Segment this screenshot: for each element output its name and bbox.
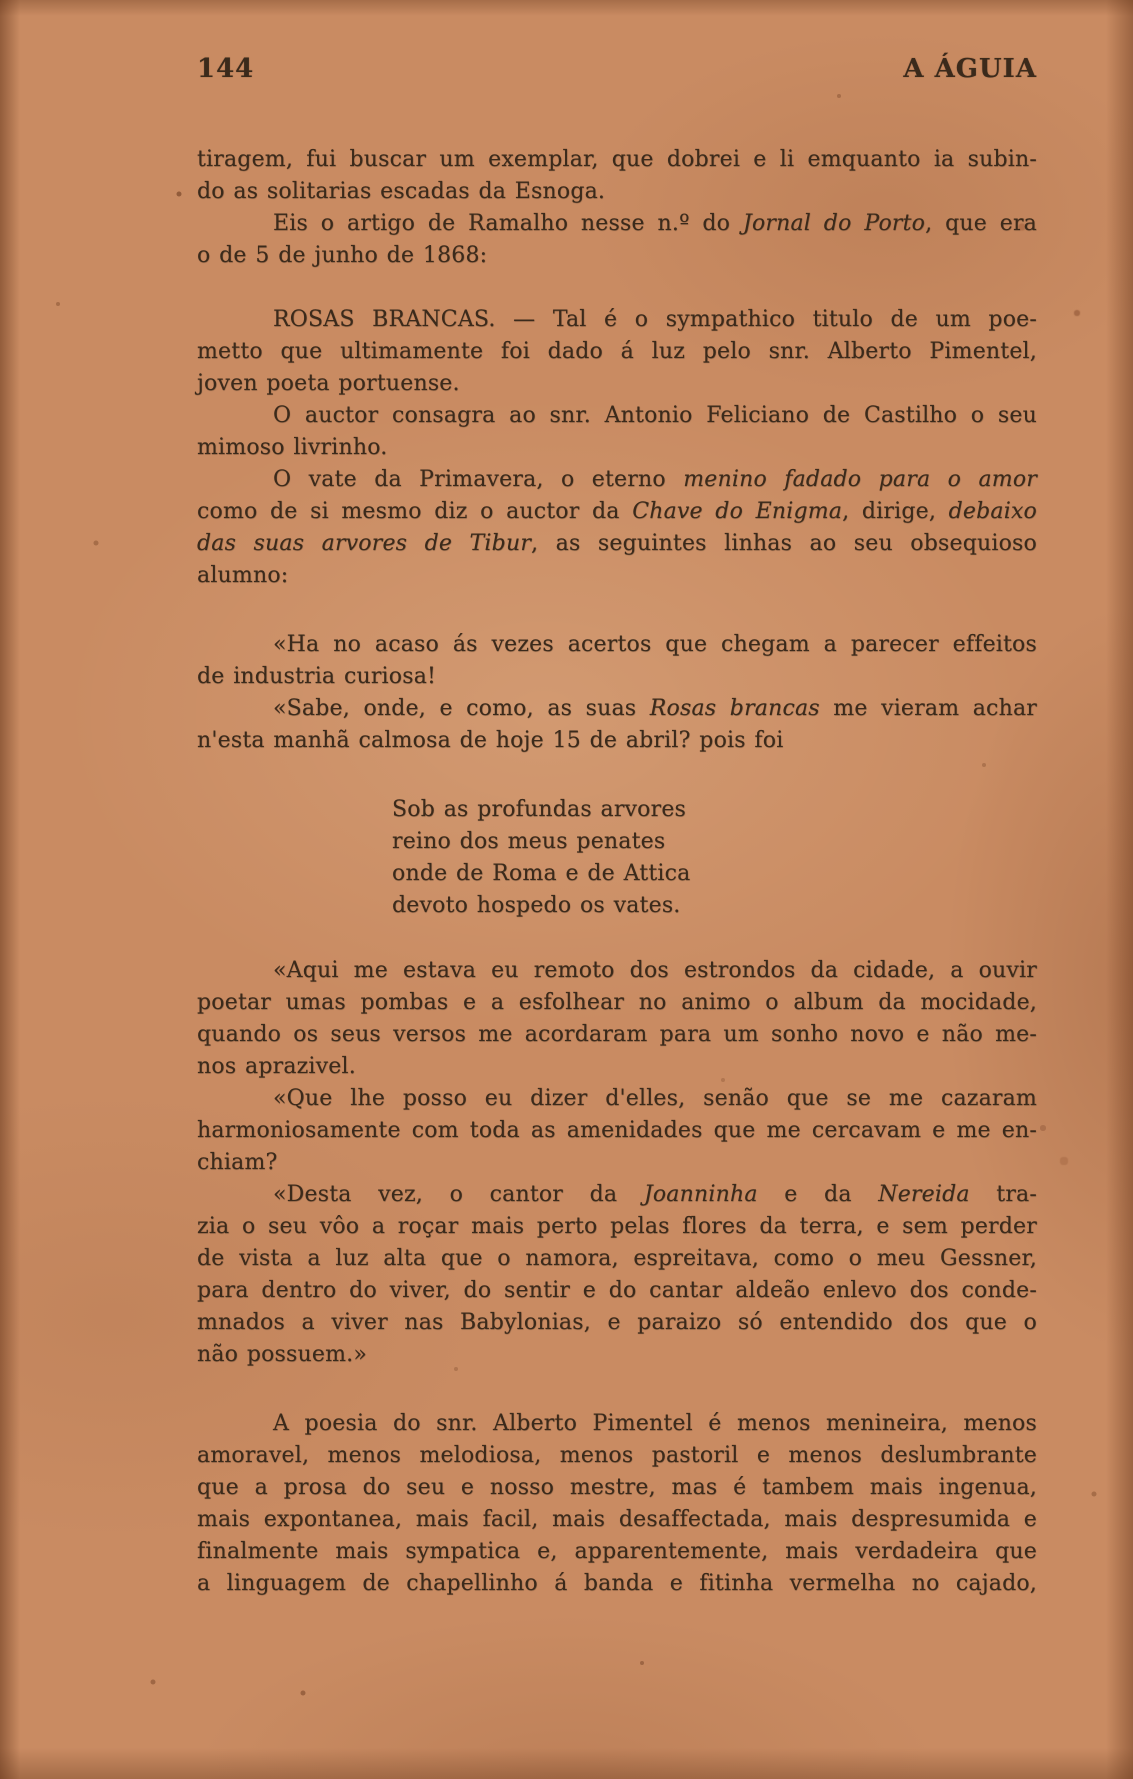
plain-text: , as seguintes linhas ao seu obsequioso — [531, 531, 1037, 556]
plain-text: O vate da Primavera, o eterno — [273, 467, 684, 492]
plain-text: devoto hospedo os vates. — [392, 893, 681, 918]
text-line — [197, 1408, 1037, 1440]
italic-text: Joanninha — [643, 1182, 758, 1207]
verse-line — [392, 826, 1037, 858]
plain-text: tra- — [969, 1182, 1038, 1207]
italic-text: Nereida — [878, 1182, 970, 1207]
plain-text: A poesia do snr. Alberto Pimentel é menos menineira, menos — [273, 1411, 1037, 1436]
italic-text: das suas arvores de Tibur — [197, 531, 532, 556]
plain-text: não possuem.» — [197, 1342, 368, 1367]
plain-text: harmoniosamente com toda as amenidades que me cercavam e me en- — [197, 1118, 1037, 1143]
italic-text: Rosas brancas — [649, 696, 820, 721]
plain-text: de industria curiosa! — [197, 664, 437, 689]
plain-text: tiragem, fui buscar um exemplar, que dobrei e li emquanto ia subin- — [197, 147, 1037, 172]
plain-text: quando os seus versos me acordaram para um sonho novo e não me- — [197, 1022, 1037, 1047]
text-line — [197, 1568, 1037, 1600]
text-line — [197, 1019, 1037, 1051]
text-line — [197, 176, 1037, 208]
paragraph — [197, 693, 1037, 757]
text-line — [197, 240, 1037, 272]
plain-text: «Aqui me estava eu remoto dos estrondos da cidade, a ouvir — [273, 958, 1037, 983]
text-line — [197, 464, 1037, 496]
text-line — [197, 1504, 1037, 1536]
plain-text: O auctor consagra ao snr. Antonio Feliciano de Castilho o seu — [273, 403, 1037, 428]
verse-stanza — [392, 794, 1037, 922]
italic-text: debaixo — [948, 499, 1037, 524]
plain-text: «Ha no acaso ás vezes acertos que chegam a parecer effeitos — [273, 632, 1037, 657]
plain-text: reino dos meus penates — [392, 829, 666, 854]
text-line — [197, 560, 1037, 592]
text-line — [197, 955, 1037, 987]
plain-text: «Sabe, onde, e como, as suas — [273, 696, 650, 721]
text-line — [197, 1051, 1037, 1083]
paragraph — [197, 304, 1037, 400]
plain-text: que a prosa do seu e nosso mestre, mas é tambem mais ingenua, — [197, 1475, 1037, 1500]
italic-text: menino fadado para o amor — [683, 467, 1038, 492]
text-line — [197, 661, 1037, 693]
text-line — [197, 1472, 1037, 1504]
text-line — [197, 693, 1037, 725]
plain-text: ROSAS BRANCAS. — Tal é o sympathico titulo de um poe- — [273, 307, 1037, 332]
text-line — [197, 1243, 1037, 1275]
paragraph — [197, 400, 1037, 464]
paragraph — [197, 1083, 1037, 1179]
paragraph — [197, 955, 1037, 1083]
text-line — [197, 1339, 1037, 1371]
paragraph — [197, 1408, 1037, 1600]
plain-text: metto que ultimamente foi dado á luz pelo snr. Alberto Pimentel, — [197, 339, 1037, 364]
plain-text: amoravel, menos melodiosa, menos pastoril e menos deslumbrante — [197, 1443, 1037, 1468]
verse-line — [392, 890, 1037, 922]
text-line — [197, 304, 1037, 336]
plain-text: o de 5 de junho de 1868: — [197, 243, 488, 268]
text-line — [197, 1307, 1037, 1339]
text-line — [197, 725, 1037, 757]
text-line — [197, 208, 1037, 240]
text-line — [197, 987, 1037, 1019]
paragraph — [197, 208, 1037, 272]
plain-text: mais expontanea, mais facil, mais desaffectada, mais despresumida e — [197, 1507, 1037, 1532]
article-body — [197, 144, 1037, 1600]
italic-text: Jornal do Porto — [742, 211, 926, 236]
text-line — [197, 432, 1037, 464]
page-number: 144 — [197, 54, 255, 84]
verse-line — [392, 858, 1037, 890]
text-line — [197, 1275, 1037, 1307]
text-line — [197, 496, 1037, 528]
paragraph — [197, 1179, 1037, 1371]
plain-text: Sob as profundas arvores — [392, 797, 687, 822]
text-line — [197, 1536, 1037, 1568]
text-line — [197, 144, 1037, 176]
plain-text: a linguagem de chapellinho á banda e fitinha vermelha no cajado, — [197, 1571, 1037, 1596]
paragraph — [197, 629, 1037, 693]
plain-text: de vista a luz alta que o namora, espreitava, como o meu Gessner, — [197, 1246, 1037, 1271]
plain-text: alumno: — [197, 563, 289, 588]
plain-text: como de si mesmo diz o auctor da — [197, 499, 633, 524]
text-line — [197, 1440, 1037, 1472]
text-line — [197, 336, 1037, 368]
plain-text: joven poeta portuense. — [197, 371, 460, 396]
text-line — [197, 629, 1037, 661]
italic-text: Chave do Enigma — [632, 499, 843, 524]
text-line — [197, 1179, 1037, 1211]
plain-text: onde de Roma e de Attica — [392, 861, 691, 886]
paper-specks — [0, 0, 2, 2]
plain-text: para dentro do viver, do sentir e do cantar aldeão enlevo dos conde- — [197, 1278, 1037, 1303]
page-header — [197, 54, 1037, 84]
journal-title: A ÁGUIA — [903, 54, 1037, 84]
plain-text: mnados a viver nas Babylonias, e paraizo só entendido dos que o — [197, 1310, 1037, 1335]
verse-line — [392, 794, 1037, 826]
text-line — [197, 528, 1037, 560]
plain-text: e da — [757, 1182, 879, 1207]
text-line — [197, 1211, 1037, 1243]
text-line — [197, 368, 1037, 400]
paragraph — [197, 464, 1037, 592]
plain-text: n'esta manhã calmosa de hoje 15 de abril? pois foi — [197, 728, 784, 753]
paragraph — [197, 144, 1037, 208]
plain-text: do as solitarias escadas da Esnoga. — [197, 179, 606, 204]
plain-text: , que era — [925, 211, 1037, 236]
text-line — [197, 400, 1037, 432]
plain-text: , dirige, — [842, 499, 949, 524]
plain-text: zia o seu vôo a roçar mais perto pelas flores da terra, e sem perder — [197, 1214, 1037, 1239]
plain-text: chiam? — [197, 1150, 278, 1175]
plain-text: poetar umas pombas e a esfolhear no animo o album da mocidade, — [197, 990, 1037, 1015]
text-line — [197, 1115, 1037, 1147]
plain-text: Eis o artigo de Ramalho nesse n.º do — [273, 211, 743, 236]
text-line — [197, 1147, 1037, 1179]
plain-text: «Desta vez, o cantor da — [273, 1182, 644, 1207]
plain-text: mimoso livrinho. — [197, 435, 388, 460]
plain-text: «Que lhe posso eu dizer d'elles, senão que se me cazaram — [273, 1086, 1037, 1111]
plain-text: finalmente mais sympatica e, apparentemente, mais verdadeira que — [197, 1539, 1037, 1564]
text-line — [197, 1083, 1037, 1115]
plain-text: me vieram achar — [819, 696, 1037, 721]
plain-text: nos aprazivel. — [197, 1054, 356, 1079]
